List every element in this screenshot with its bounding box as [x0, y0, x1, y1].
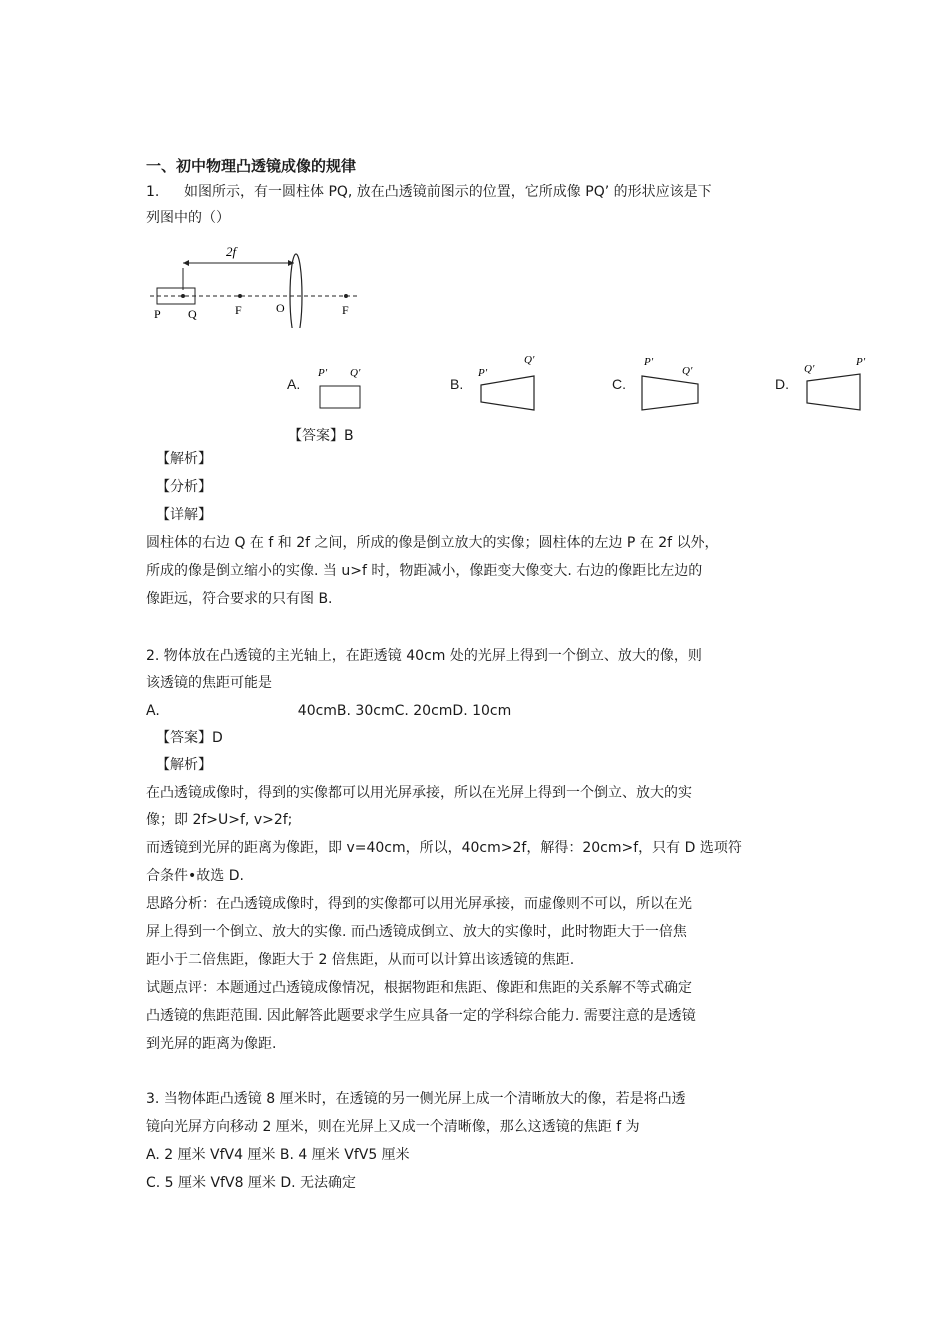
- q2-line-10: 到光屏的距离为像距.: [146, 1036, 277, 1052]
- option-d-p: P′: [856, 356, 866, 368]
- q1-text-line1: [146, 182, 712, 202]
- q3-options-line1: A. 2 厘米 VfV4 厘米 B. 4 厘米 VfV5 厘米: [146, 1147, 410, 1163]
- option-c-q: Q′: [682, 365, 693, 377]
- q2-options: [146, 701, 511, 721]
- q2-line-5: 思路分析：在凸透镜成像时，得到的实像都可以用光屏承接，而虚像则不可以，所以在光: [146, 896, 692, 912]
- option-b-shape: [481, 376, 534, 410]
- point-f-right: [344, 294, 348, 298]
- q2-line-8: 试题点评：本题通过凸透镜成像情况，根据物距和焦距、像距和焦距的关系解不等式确定: [146, 980, 692, 996]
- option-d-shape: [807, 374, 860, 410]
- q2-text-line1: 2. 物体放在凸透镜的主光轴上，在距透镜 40cm 处的光屏上得到一个倒立、放大的像，则: [146, 648, 702, 664]
- q1-xiangjie-heading: 【详解】: [156, 507, 212, 523]
- q2-line-3: 而透镜到光屏的距离为像距，即 v=40cm，所以，40cm>2f，解得：20cm>f，只有 D 选项符: [146, 840, 742, 856]
- q2-line-7: 距小于二倍焦距，像距大于 2 倍焦距，从而可以计算出该透镜的焦距.: [146, 952, 575, 968]
- q1-detail-line3: 像距远，符合要求的只有图 B.: [146, 591, 333, 607]
- option-c-label: C.: [612, 376, 626, 392]
- option-d-q: Q′: [804, 363, 815, 375]
- q2-line-9: 凸透镜的焦距范围. 因此解答此题要求学生应具备一定的学科综合能力. 需要注意的是透镜: [146, 1008, 696, 1024]
- label-p: P: [154, 307, 161, 321]
- point-f-left: [238, 294, 242, 298]
- q3-text-line1: 3. 当物体距凸透镜 8 厘米时，在透镜的另一侧光屏上成一个清晰放大的像，若是将凸透: [146, 1091, 686, 1107]
- q3-text-line2: 镜向光屏方向移动 2 厘米，则在光屏上又成一个清晰像，那么这透镜的焦距 f 为: [146, 1119, 640, 1135]
- label-q: Q: [188, 307, 197, 321]
- q1-text-line2: 列图中的（）: [146, 210, 230, 226]
- option-a-q: Q′: [350, 367, 361, 379]
- label-f-left: F: [235, 303, 242, 317]
- convex-lens: [290, 254, 302, 328]
- q1-number: 1.: [146, 184, 160, 200]
- cylinder-pq: [157, 288, 195, 304]
- q1-analysis-heading: 【解析】: [156, 451, 212, 467]
- option-b-figure: [474, 352, 540, 414]
- option-c-shape: [642, 376, 698, 410]
- q1-lens-diagram: [146, 238, 366, 328]
- label-f-right: F: [342, 303, 349, 317]
- option-d-label: D.: [775, 376, 789, 392]
- point-q: [181, 294, 185, 298]
- arrow-left-icon: [183, 260, 189, 266]
- option-b-label: B.: [450, 376, 464, 392]
- option-c-figure: [636, 352, 706, 414]
- q1-answer: 【答案】B: [288, 428, 354, 444]
- option-d-figure: [800, 352, 870, 414]
- q1-fenxi-heading: 【分析】: [156, 479, 212, 495]
- q2-options-rest: 40cmB. 30cmC. 20cmD. 10cm: [297, 703, 512, 719]
- q1-detail-line1: 圆柱体的右边 Q 在 f 和 2f 之间，所成的像是倒立放大的实像；圆柱体的左边 P 在 2f 以外，: [146, 535, 719, 551]
- section-title: 一、初中物理凸透镜成像的规律: [146, 157, 357, 175]
- q3-options-line2: C. 5 厘米 VfV8 厘米 D. 无法确定: [146, 1175, 357, 1191]
- option-a-p: P′: [318, 367, 328, 379]
- option-b-q: Q′: [524, 354, 535, 366]
- q2-analysis-heading: 【解析】: [156, 757, 212, 773]
- label-o: O: [276, 301, 285, 315]
- q2-line-2: 像；即 2f>U>f, v>2f;: [146, 812, 293, 828]
- q2-option-a: A.: [146, 703, 160, 719]
- q2-text-line2: 该透镜的焦距可能是: [146, 675, 272, 691]
- option-c-p: P′: [644, 356, 654, 368]
- option-b-p: P′: [478, 367, 488, 379]
- label-2f: 2f: [226, 244, 237, 259]
- q1-text: 如图所示，有一圆柱体 PQ, 放在凸透镜前图示的位置，它所成像 PQ’ 的形状应该是下: [184, 184, 712, 200]
- q2-line-4: 合条件•故选 D.: [146, 868, 244, 884]
- q2-line-1: 在凸透镜成像时，得到的实像都可以用光屏承接，所以在光屏上得到一个倒立、放大的实: [146, 785, 692, 801]
- option-a-shape: [320, 386, 360, 408]
- q2-line-6: 屏上得到一个倒立、放大的实像. 而凸透镜成倒立、放大的实像时，此时物距大于一倍焦: [146, 924, 687, 940]
- q1-detail-line2: 所成的像是倒立缩小的实像. 当 u>f 时，物距减小，像距变大像变大. 右边的像距比左边的: [146, 563, 703, 579]
- option-a-figure: [312, 364, 372, 412]
- q2-answer: 【答案】D: [156, 730, 223, 746]
- option-a-label: A.: [287, 376, 301, 392]
